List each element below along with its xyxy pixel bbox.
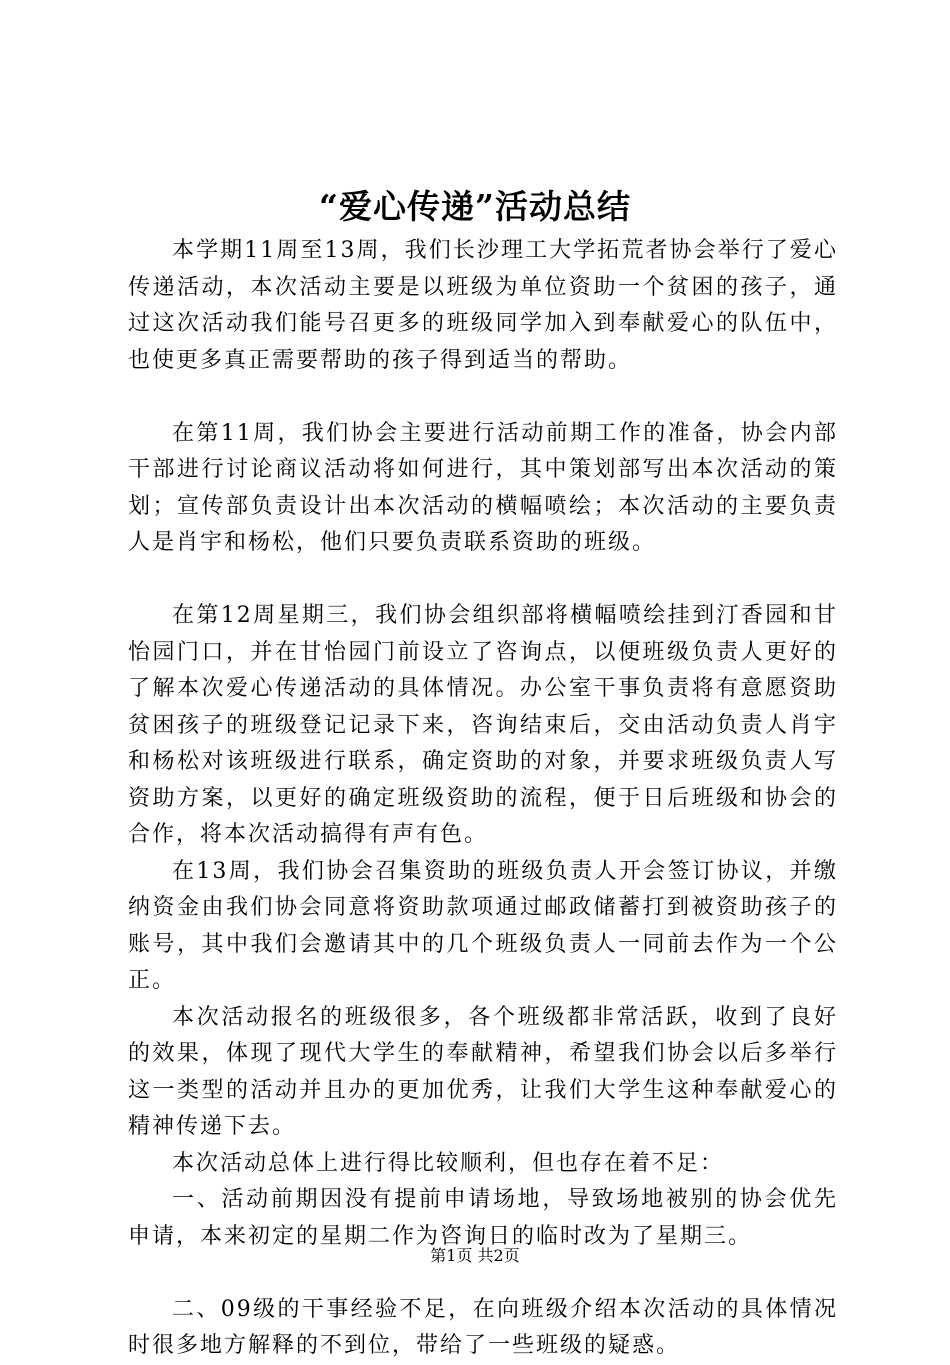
paragraph-result: 本次活动报名的班级很多，各个班级都非常活跃，收到了良好的效果，体现了现代大学生的奉献精神，希望我们协会以后多举行这一类型的活动并且办的更加优秀，让我们大学生这种奉献爱心的精神传递下去。 xyxy=(128,1004,838,1139)
paragraph-shortcoming-1: 一、活动前期因没有提前申请场地，导致场地被别的协会优先申请，本来初定的星期二作为咨询日的临时改为了星期三。 xyxy=(128,1187,838,1249)
page-footer: 第1页 共2页 xyxy=(430,1246,520,1265)
paragraph-week-11: 在第11周，我们协会主要进行活动前期工作的准备，协会内部干部进行讨论商议活动将如何进行，其中策划部写出本次活动的策划；宣传部负责设计出本次活动的横幅喷绘；本次活动的主要负责人是肖宇和杨松，他们只要负责联系资助的班级。 xyxy=(128,420,838,555)
document-title: “爱心传递”活动总结 xyxy=(319,187,631,226)
paragraph-week-12: 在第12周星期三，我们协会组织部将横幅喷绘挂到汀香园和甘怡园门口，并在甘怡园门前设立了咨询点，以便班级负责人更好的了解本次爱心传递活动的具体情况。办公室干事负责将有意愿资助贫困孩子的班级登记记录下来，咨询结束后，交由活动负责人肖宇和杨松对该班级进行联系，确定资助的对象，并要求班级负责人写资助方案，以更好的确定班级资助的流程，便于日后班级和协会的合作，将本次活动搞得有声有色。 xyxy=(128,603,838,847)
paragraph-shortcoming-2: 二、09级的干事经验不足，在向班级介绍本次活动的具体情况时很多地方解释的不到位，带给了一些班级的疑惑。 xyxy=(128,1296,838,1358)
paragraph-week-13: 在13周，我们协会召集资助的班级负责人开会签订协议，并缴纳资金由我们协会同意将资助款项通过邮政储蓄打到被资助孩子的账号，其中我们会邀请其中的几个班级负责人一同前去作为一个公正。 xyxy=(128,858,838,993)
document-body xyxy=(128,233,838,1365)
paragraph-intro: 本学期11周至13周，我们长沙理工大学拓荒者协会举行了爱心传递活动，本次活动主要是以班级为单位资助一个贫困的孩子，通过这次活动我们能号召更多的班级同学加入到奉献爱心的队伍中，也使更多真正需要帮助的孩子得到适当的帮助。 xyxy=(128,238,838,373)
paragraph-shortcomings-intro: 本次活动总体上进行得比较顺利，但也存在着不足： xyxy=(172,1150,725,1176)
